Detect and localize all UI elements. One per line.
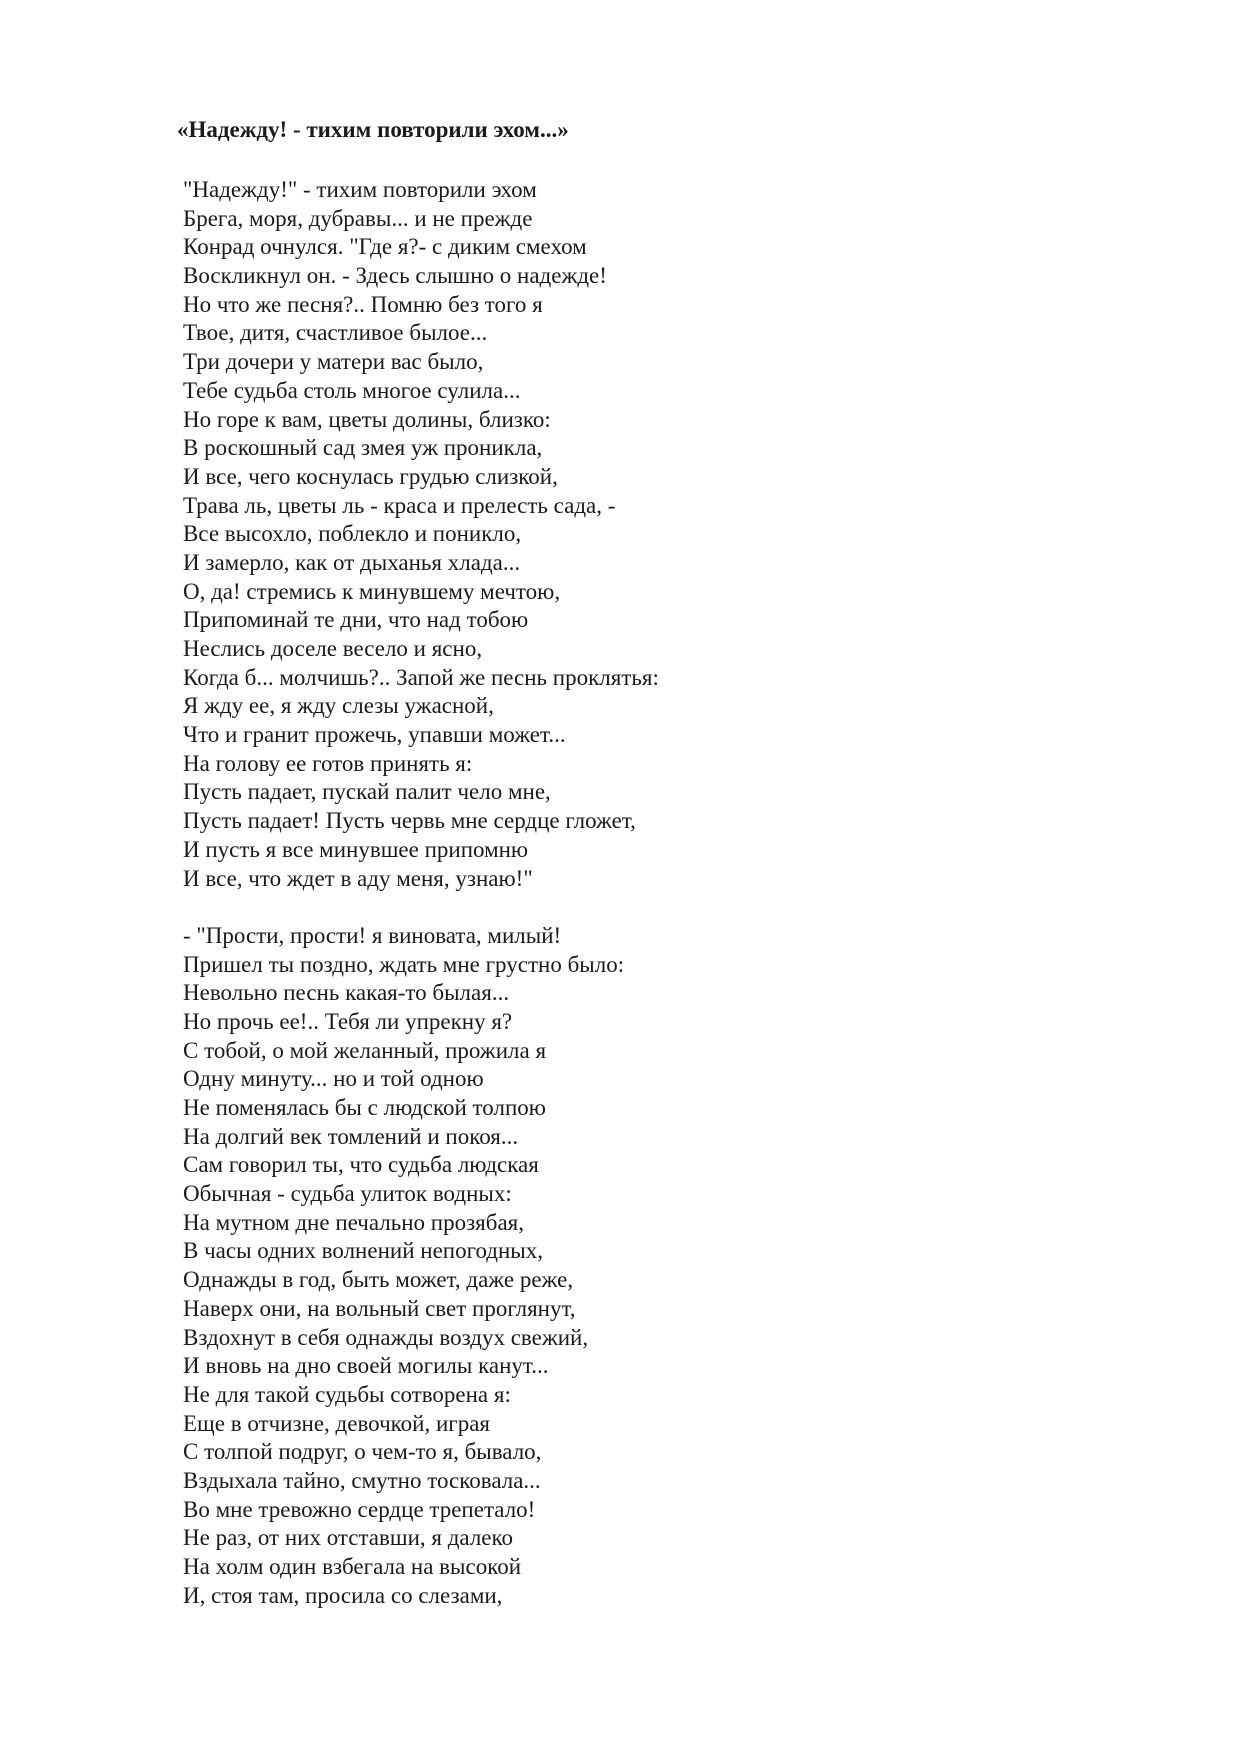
poem-title: «Надежду! - тихим повторили эхом...» — [177, 117, 569, 142]
poem-line: И все, что ждет в аду меня, узнаю!" — [183, 865, 533, 891]
poem-line: Вздохнут в себя однажды воздух свежий, — [183, 1324, 589, 1350]
stanza — [183, 922, 1183, 1611]
poem-line: Одну минуту... но и той одною — [183, 1066, 484, 1092]
poem-line: О, да! стремись к минувшему мечтою, — [183, 578, 561, 604]
poem-line: Но прочь ее!.. Тебя ли упрекну я? — [183, 1008, 513, 1034]
poem-line: Пусть падает, пускай палит чело мне, — [183, 779, 551, 805]
poem-line: Не поменялась бы с людской толпою — [183, 1095, 546, 1120]
poem-line: Однажды в год, быть может, даже реже, — [183, 1267, 574, 1293]
poem-line: Невольно песнь какая-то былая... — [183, 980, 510, 1006]
poem-line: Конрад очнулся. "Где я?- с диким смехом — [183, 234, 587, 260]
poem-line: Все высохло, поблекло и поникло, — [183, 521, 522, 547]
poem-line: Но горе к вам, цветы долины, близко: — [183, 406, 551, 432]
poem-line: Три дочери у матери вас было, — [183, 349, 484, 375]
poem-line: С тобой, о мой желанный, прожила я — [183, 1037, 547, 1063]
poem-line: Что и гранит прожечь, упавши может... — [183, 722, 566, 748]
poem-line: И пусть я все минувшее припомню — [183, 836, 529, 862]
poem-line: Пусть падает! Пусть червь мне сердце гложет, — [183, 808, 636, 834]
poem-line: Но что же песня?.. Помню без того я — [183, 291, 543, 317]
poem-line: Когда б... молчишь?.. Запой же песнь проклятья: — [183, 664, 659, 690]
poem-line: Неслись доселе весело и ясно, — [183, 636, 483, 661]
poem-line: С толпой подруг, о чем-то я, бывало, — [183, 1439, 542, 1465]
poem-line: Припоминай те дни, что над тобою — [183, 607, 529, 633]
poem-line: И вновь на дно своей могилы канут... — [183, 1353, 549, 1379]
poem-line: "Надежду!" - тихим повторили эхом — [183, 177, 537, 202]
poem-line: И, стоя там, просила со слезами, — [183, 1582, 503, 1608]
poem-line: Сам говорил ты, что судьба людская — [183, 1152, 539, 1178]
poem-line: В часы одних волнений непогодных, — [183, 1238, 543, 1264]
poem-line: Еще в отчизне, девочкой, играя — [183, 1410, 490, 1436]
poem-line: На голову ее готов принять я: — [183, 750, 473, 776]
poem-line: На мутном дне печально прозябая, — [183, 1209, 524, 1235]
poem-line: В роскошный сад змея уж проникла, — [183, 435, 543, 461]
poem-line: И все, чего коснулась грудью слизкой, — [183, 463, 558, 489]
poem-line: Твое, дитя, счастливое былое... — [183, 320, 488, 346]
poem-line: Пришел ты поздно, ждать мне грустно было: — [183, 951, 625, 977]
poem-line: Не раз, от них отставши, я далеко — [183, 1525, 514, 1551]
poem-line: Брега, моря, дубравы... и не прежде — [183, 205, 533, 231]
poem-line: И замерло, как от дыханья хлада... — [183, 549, 521, 575]
poem-line: Обычная - судьба улиток водных: — [183, 1181, 512, 1207]
poem-line: Трава ль, цветы ль - краса и прелесть сада, - — [183, 492, 616, 518]
poem-line: - "Прости, прости! я виновата, милый! — [183, 922, 562, 948]
poem-body — [183, 176, 1183, 1610]
poem-line: На долгий век томлений и покоя... — [183, 1123, 519, 1149]
poem-line: На холм один взбегала на высокой — [183, 1554, 522, 1579]
poem-line: Вздыхала тайно, смутно тосковала... — [183, 1467, 541, 1493]
poem-line: Я жду ее, я жду слезы ужасной, — [183, 693, 494, 719]
stanza — [183, 176, 1183, 893]
poem-line: Во мне тревожно сердце трепетало! — [183, 1496, 536, 1522]
poem-line: Не для такой судьбы сотворена я: — [183, 1381, 511, 1407]
poem-line: Воскликнул он. - Здесь слышно о надежде! — [183, 263, 607, 289]
poem-line: Тебе судьба столь многое сулила... — [183, 377, 521, 403]
poem-line: Наверх они, на вольный свет проглянут, — [183, 1295, 576, 1321]
